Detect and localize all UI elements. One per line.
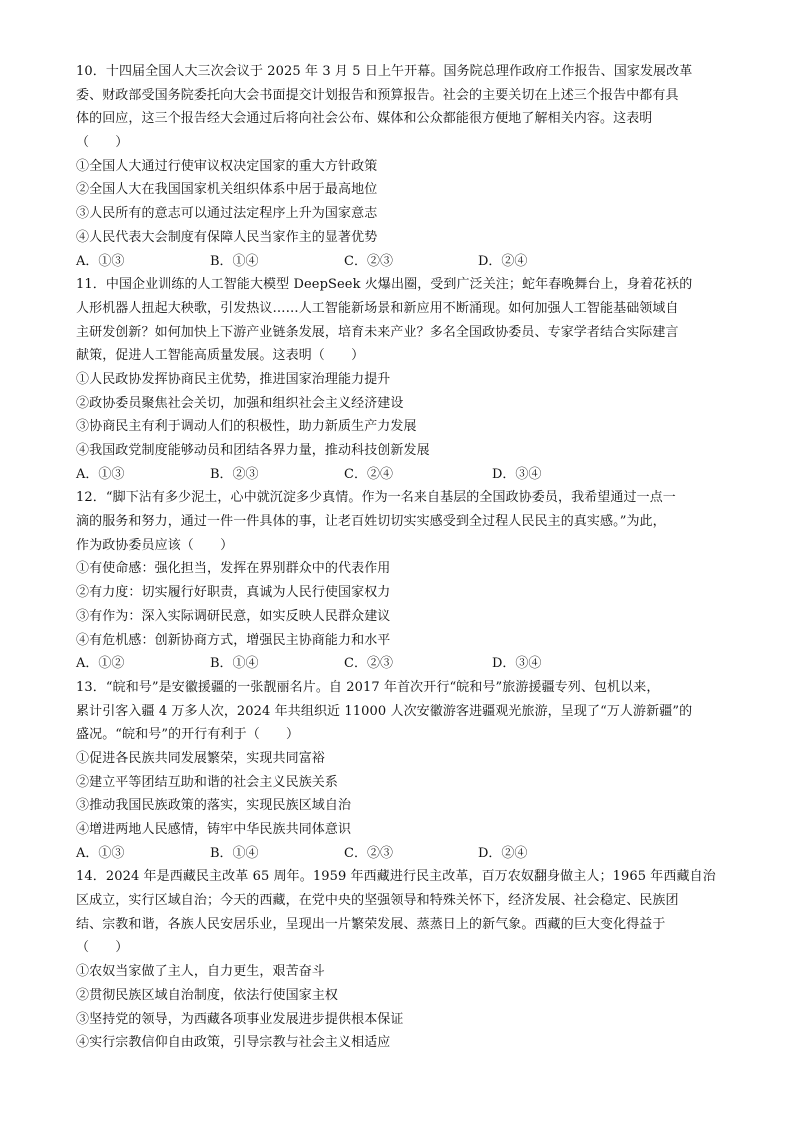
statement: ②贯彻民族区域自治制度，依法行使国家主权 bbox=[76, 987, 339, 1003]
statement: ②政协委员聚焦社会关切，加强和组织社会主义经济建设 bbox=[76, 395, 404, 411]
answer-options bbox=[76, 652, 721, 676]
answer-options bbox=[76, 463, 721, 487]
statement: ①促进各民族共同发展繁荣，实现共同富裕 bbox=[76, 750, 325, 766]
question-stem-line: 区成立，实行区域自治；今天的西藏，在党中央的坚强领导和特殊关怀下，经济发展、社会稳定、民族团 bbox=[76, 893, 679, 909]
question-14 bbox=[76, 865, 721, 1055]
question-stem-line: 盛况。“皖和号”的开行有利于（ ） bbox=[76, 727, 300, 743]
statement: ③协商民主有利于调动人们的积极性，助力新质生产力发展 bbox=[76, 419, 417, 435]
statement: ①农奴当家做了主人，自力更生，艰苦奋斗 bbox=[76, 964, 325, 980]
question-stem-line: 人形机器人扭起大秧歌，引发热议……人工智能新场景和新应用不断涌现。如何加强人工智能基础领域自 bbox=[76, 300, 679, 316]
statement: ①人民政协发挥协商民主优势，推进国家治理能力提升 bbox=[76, 371, 391, 387]
question-13 bbox=[76, 676, 721, 866]
statement: ④我国政党制度能够动员和团结各界力量，推动科技创新发展 bbox=[76, 443, 430, 458]
question-stem-line: 10．十四届全国人大三次会议于 2025 年 3 月 5 日上午开幕。国务院总理作政府工作报告、国家发展改革 bbox=[76, 64, 693, 79]
option-b: B．②③ bbox=[210, 466, 259, 482]
statement: ③人民所有的意志可以通过法定程序上升为国家意志 bbox=[76, 206, 378, 222]
option-b: B．①④ bbox=[210, 845, 259, 861]
statement: ③推动我国民族政策的落实，实现民族区域自治 bbox=[76, 798, 352, 814]
question-stem-line: 滴的服务和努力，通过一件一件具体的事，让老百姓切切实实感受到全过程人民民主的真实感。”为此， bbox=[76, 514, 666, 530]
question-stem-line: 12．“脚下沾有多少泥土，心中就沉淀多少真情。作为一名来自基层的全国政协委员，我希望通过一点一 bbox=[76, 490, 676, 506]
question-stem-line: 累计引客入疆 4 万多人次，2024 年共组织近 11000 人次安徽游客进疆观光旅游，呈现了“万人游新疆”的 bbox=[76, 703, 693, 719]
option-a: A．①③ bbox=[76, 466, 125, 482]
statement: ①全国人大通过行使审议权决定国家的重大方针政策 bbox=[76, 158, 378, 174]
option-b: B．①④ bbox=[210, 253, 259, 269]
statement: ④有危机感：创新协商方式，增强民主协商能力和水平 bbox=[76, 632, 391, 648]
question-stem-line: 主研发创新？如何加快上下游产业链条发展，培育未来产业？多名全国政协委员、专家学者结合实际建言 bbox=[76, 324, 679, 340]
question-stem-line: 13．“皖和号”是安徽援疆的一张靓丽名片。自 2017 年首次开行“皖和号”旅游援疆专列、包机以来， bbox=[76, 679, 660, 695]
statement: ②建立平等团结互助和谐的社会主义民族关系 bbox=[76, 774, 339, 790]
question-stem-line: 11．中国企业训练的人工智能大模型 DeepSeek 火爆出圈，受到广泛关注；蛇年春晚舞台上，身着花袄的 bbox=[76, 277, 693, 293]
question-stem-line: 结、宗教和谐，各族人民安居乐业，呈现出一片繁荣发展、蒸蒸日上的新气象。西藏的巨大变化得益于 bbox=[76, 916, 666, 932]
question-stem-line: 14．2024 年是西藏民主改革 65 周年。1959 年西藏进行民主改革，百万农奴翻身做主人；1965 年西藏自治 bbox=[76, 869, 716, 885]
question-10 bbox=[76, 60, 721, 273]
document-page bbox=[76, 60, 721, 1055]
option-d: D．②④ bbox=[478, 253, 528, 269]
option-a: A．①② bbox=[76, 656, 125, 672]
option-a: A．①③ bbox=[76, 253, 125, 269]
question-stem-line: （ ） bbox=[76, 940, 129, 956]
answer-options bbox=[76, 842, 721, 866]
statement: ④实行宗教信仰自由政策，引导宗教与社会主义相适应 bbox=[76, 1035, 391, 1051]
question-stem-line: 体的回应，这三个报告经大会通过后将向社会公布、媒体和公众都能很方便地了解相关内容。这表明 bbox=[76, 111, 653, 127]
question-stem-line: 献策，促进人工智能高质量发展。这表明（ ） bbox=[76, 348, 365, 364]
question-stem-line: 作为政协委员应该（ ） bbox=[76, 537, 234, 553]
option-c: C．②③ bbox=[344, 253, 393, 269]
statement: ②全国人大在我国国家机关组织体系中居于最高地位 bbox=[76, 182, 378, 198]
statement: ④人民代表大会制度有保障人民当家作主的显著优势 bbox=[76, 229, 378, 245]
statement: ③有作为：深入实际调研民意，如实反映人民群众建议 bbox=[76, 608, 391, 624]
question-12 bbox=[76, 486, 721, 676]
option-d: D．③④ bbox=[492, 466, 542, 482]
option-c: C．②③ bbox=[344, 656, 393, 672]
option-a: A．①③ bbox=[76, 845, 125, 861]
option-d: D．②④ bbox=[478, 845, 528, 861]
option-b: B．①④ bbox=[210, 656, 259, 672]
statement: ①有使命感：强化担当，发挥在界别群众中的代表作用 bbox=[76, 561, 391, 577]
answer-options bbox=[76, 250, 721, 274]
option-c: C．②④ bbox=[344, 466, 393, 482]
question-stem-line: （ ） bbox=[76, 135, 129, 151]
statement: ②有力度：切实履行好职责，真诚为人民行使国家权力 bbox=[76, 585, 391, 601]
option-d: D．③④ bbox=[492, 656, 542, 672]
question-stem-line: 委、财政部受国务院委托向大会书面提交计划报告和预算报告。社会的主要关切在上述三个报告中都有具 bbox=[76, 87, 679, 103]
option-c: C．②③ bbox=[344, 845, 393, 861]
statement: ④增进两地人民感情，铸牢中华民族共同体意识 bbox=[76, 822, 352, 837]
question-11 bbox=[76, 273, 721, 486]
statement: ③坚持党的领导，为西藏各项事业发展进步提供根本保证 bbox=[76, 1011, 404, 1027]
